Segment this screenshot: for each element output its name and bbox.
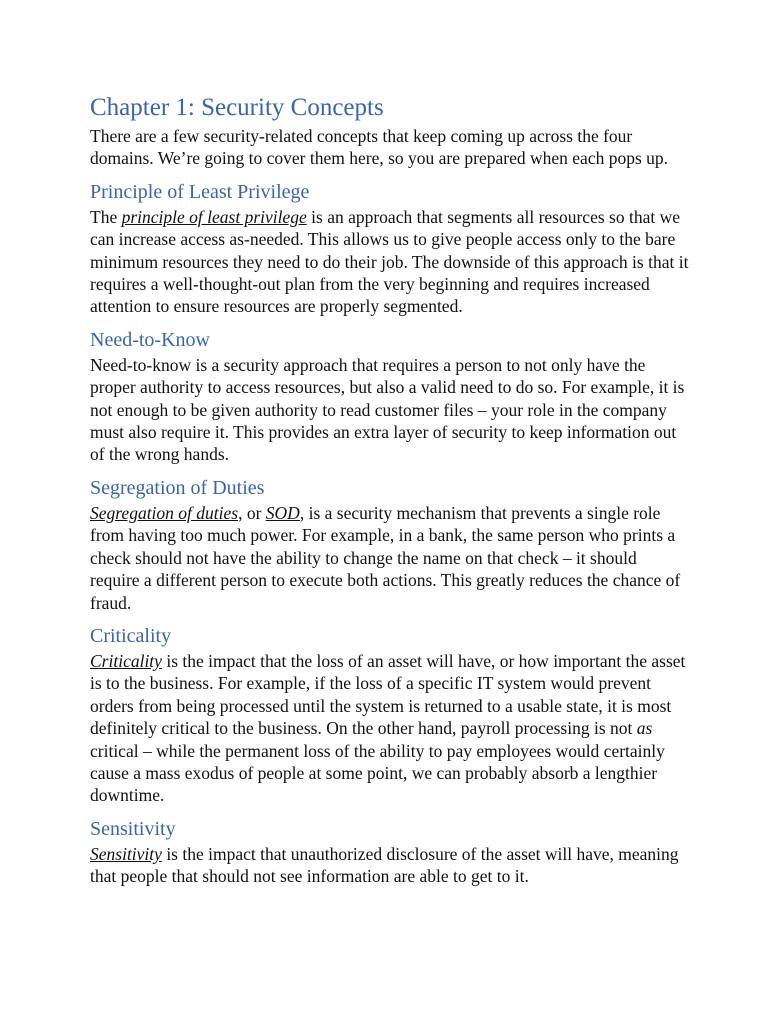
heading-segregation-of-duties: Segregation of Duties [90,476,265,499]
term-criticality: Criticality [90,650,162,671]
heading-least-privilege: Principle of Least Privilege [90,180,310,203]
chapter-intro: There are a few security-related concepts that keep coming up across the four domains. We’re going to cover them here, so you are prepared when each pops up. [90,126,669,169]
section-least-privilege [90,179,690,318]
criticality-body-1: is the impact that the loss of an asset will have, or how important the asset is to the business. For example, if the loss of a specific IT system would prevent orders from being processed until the system is returned to a usable state, it is most definitely critical to the business. On the other hand, payroll processing is not [90,650,686,739]
paragraph-segregation-of-duties [90,502,690,614]
paragraph-least-privilege [90,206,690,318]
section-criticality [90,623,690,807]
section-sensitivity [90,816,690,888]
paragraph-criticality [90,650,690,807]
criticality-emphasis: as [636,718,653,739]
paragraph-need-to-know: Need-to-know is a security approach that requires a person to not only have the proper authority to access resources, but also a valid need to do so. For example, it is not enough to be given authority to read customer files – your role in the company must also require it. This provides an extra layer of security to keep information out of the wrong hands. [90,354,685,465]
least-privilege-pre: The [90,206,122,227]
criticality-body-2: critical – while the permanent loss of the ability to pay employees would certainly cause a mass exodus of people at some point, we can probably absorb a lengthier downtime. [90,740,665,806]
section-need-to-know [90,327,690,466]
heading-need-to-know: Need-to-Know [90,328,210,351]
document-page [90,91,690,888]
chapter-title: Chapter 1: Security Concepts [90,94,384,121]
segregation-body: , is a security mechanism that prevents a single role from having too much power. For example, in a bank, the same person who prints a check should not have the ability to change the name on that check – it should require a different person to execute both actions. This greatly reduces the chance of fraud. [90,502,681,613]
sensitivity-body: is the impact that unauthorized disclosure of the asset will have, meaning that people that should not see information are able to get to it. [90,843,679,887]
term-segregation-of-duties: Segregation of duties [90,502,239,523]
term-sod: SOD [265,502,300,523]
term-least-privilege: principle of least privilege [121,206,307,227]
least-privilege-body: is an approach that segments all resources so that we can increase access as-needed. This allows us to give people access only to the bare minimum resources they need to do their job. The downside of this approach is that it requires a well-thought-out plan from the very beginning and requires increased attention to ensure resources are properly segmented. [90,206,689,317]
term-sensitivity: Sensitivity [90,843,162,864]
segregation-mid: , or [238,502,266,523]
section-segregation-of-duties [90,475,690,614]
paragraph-sensitivity [90,843,690,888]
heading-criticality: Criticality [90,624,172,647]
heading-sensitivity: Sensitivity [90,817,176,840]
